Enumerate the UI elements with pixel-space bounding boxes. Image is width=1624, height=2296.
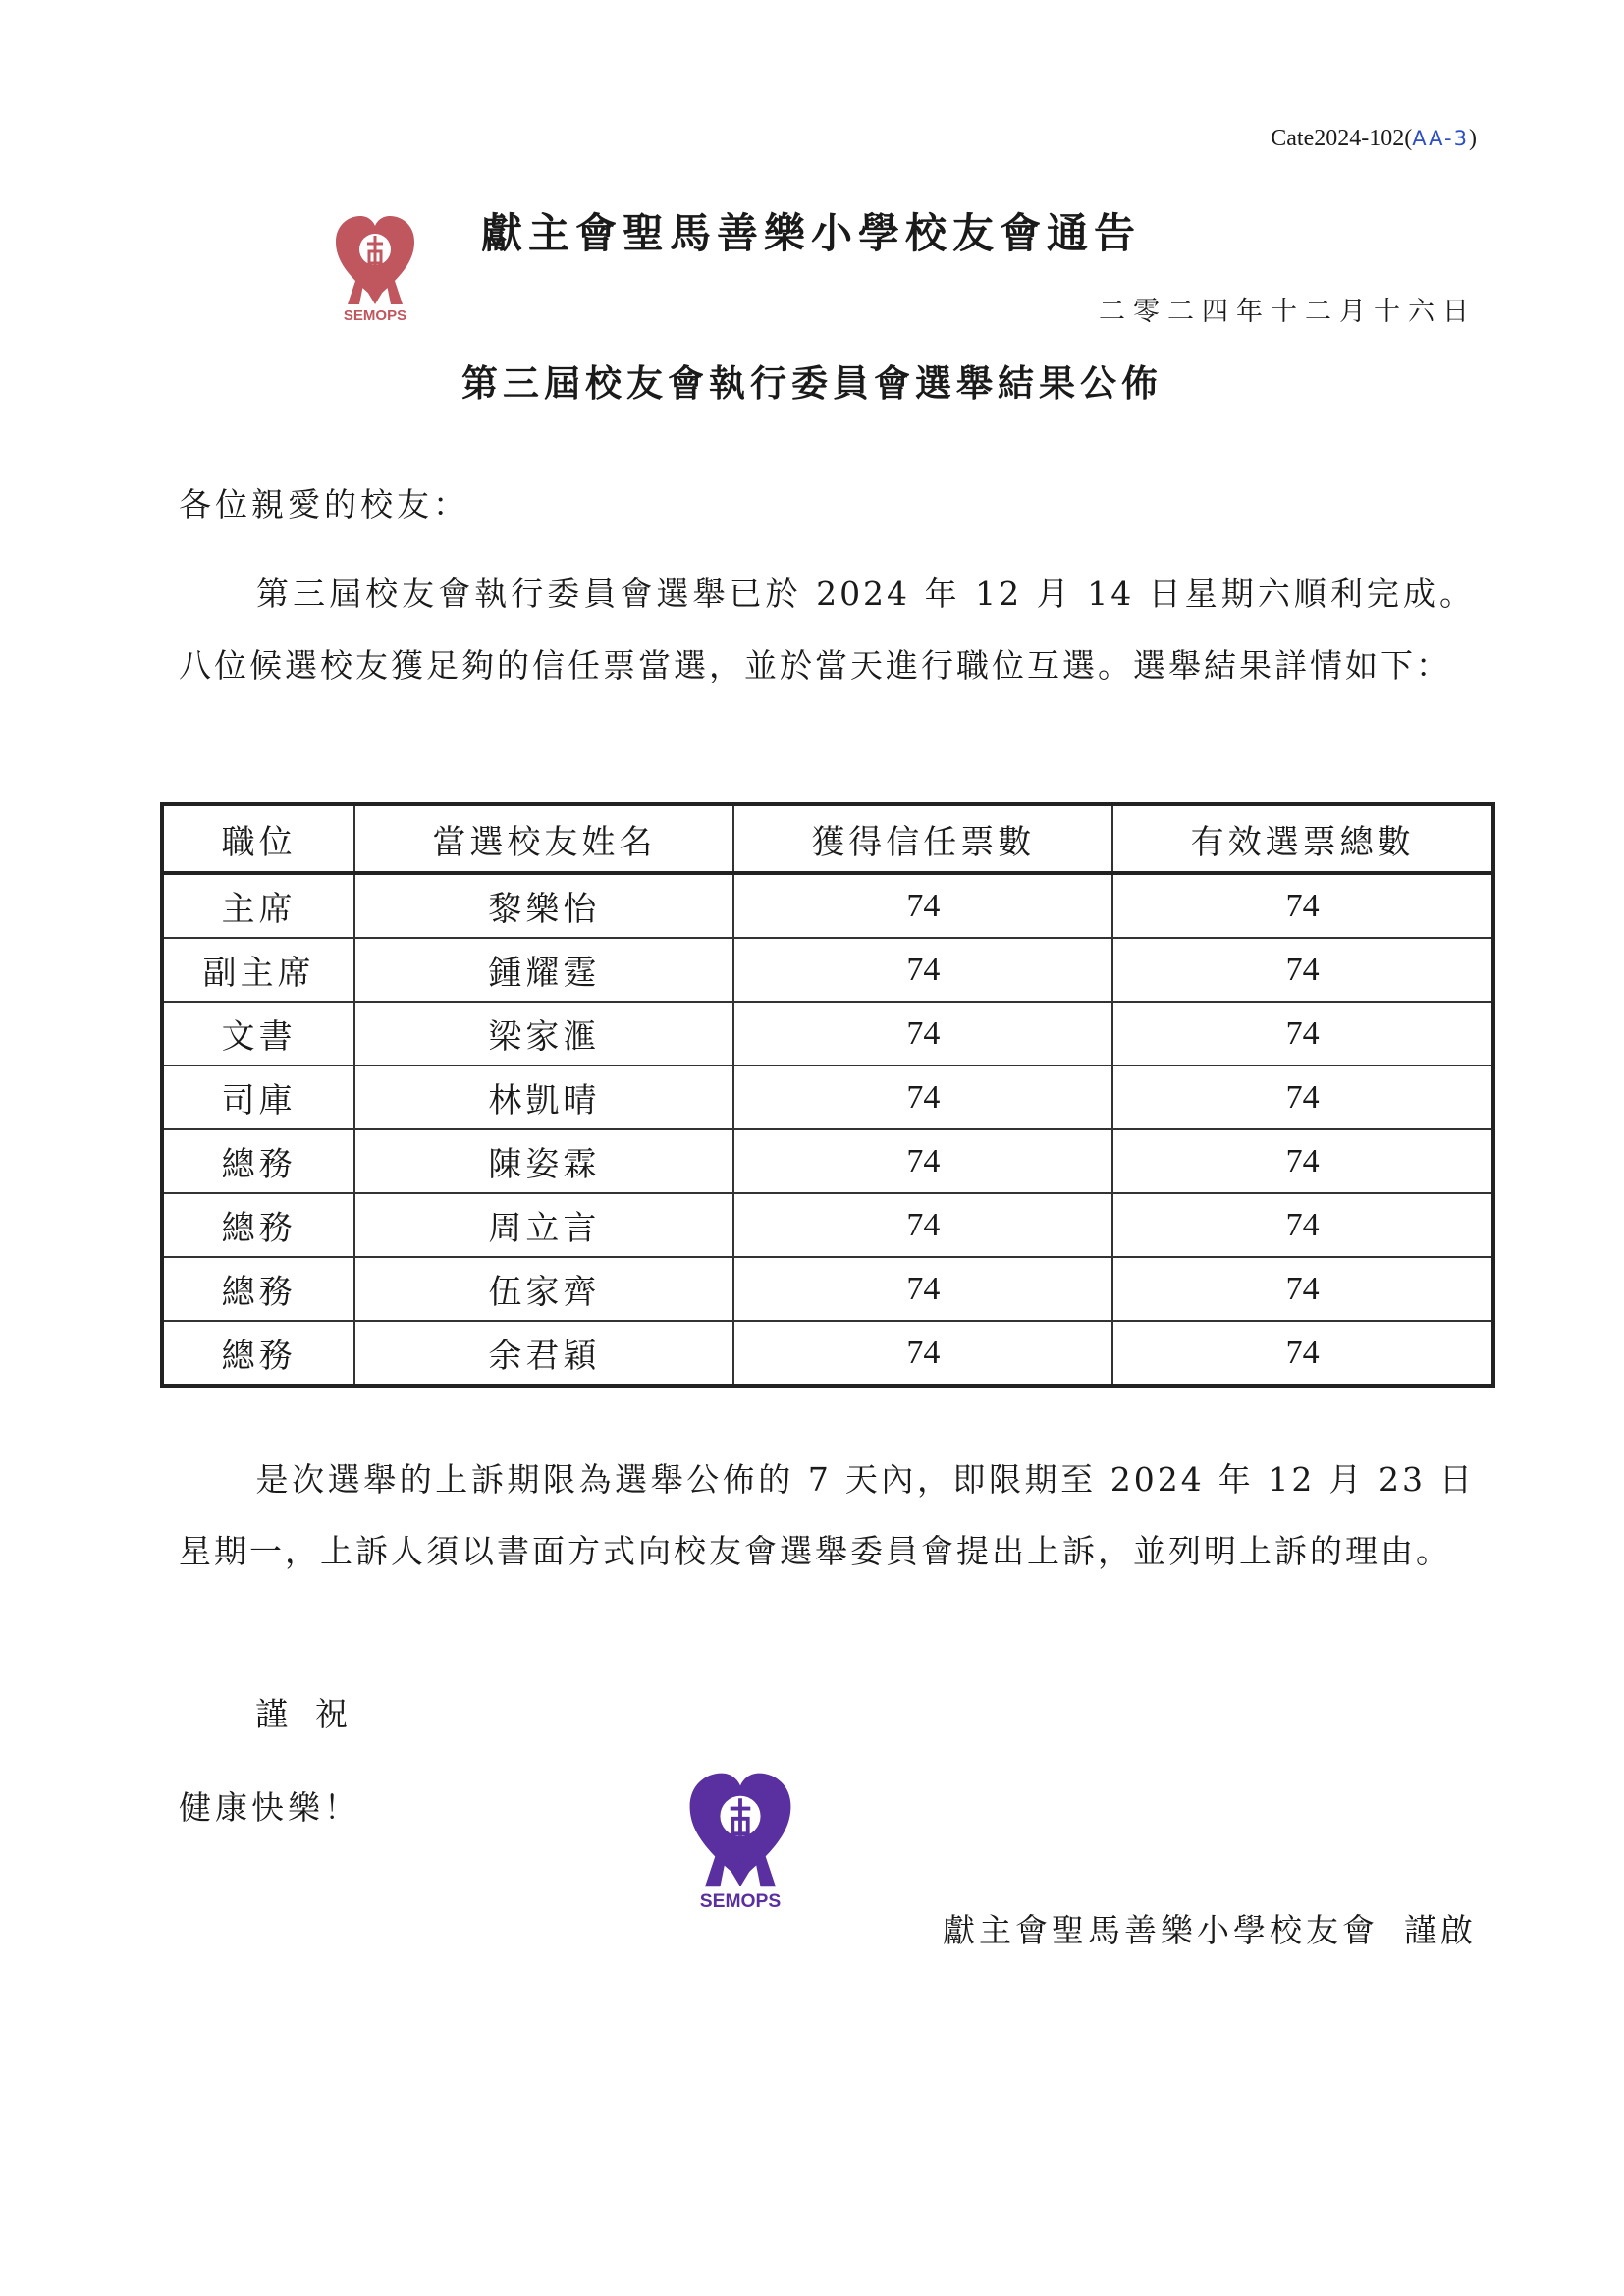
cell-total: 74 <box>1112 1129 1493 1193</box>
logo-text-top: SEMOPS <box>343 307 407 324</box>
reference-code-text: Cate2024-102( <box>1271 126 1413 151</box>
cell-total: 74 <box>1112 1257 1493 1321</box>
cell-position: 總務 <box>162 1129 354 1193</box>
school-logo-bottom <box>687 1768 793 1915</box>
table-row <box>162 1193 1493 1257</box>
cell-total: 74 <box>1112 938 1493 1002</box>
semops-logo-icon <box>687 1768 793 1915</box>
header-position: 職位 <box>162 804 354 873</box>
reference-code <box>1271 126 1477 152</box>
header-name: 當選校友姓名 <box>354 804 733 873</box>
signature <box>943 1905 1477 1951</box>
table-row <box>162 1257 1493 1321</box>
cell-votes: 74 <box>733 1193 1112 1257</box>
cell-total: 74 <box>1112 1066 1493 1129</box>
header-total-valid-votes: 有效選票總數 <box>1112 804 1493 873</box>
cell-position: 副主席 <box>162 938 354 1002</box>
cell-position: 文書 <box>162 1002 354 1066</box>
cell-position: 司庫 <box>162 1066 354 1129</box>
cell-votes: 74 <box>733 873 1112 938</box>
closing-regards: 謹祝 <box>255 1695 375 1733</box>
table-header-row <box>162 804 1493 873</box>
table-row <box>162 1066 1493 1129</box>
cell-name: 周立言 <box>354 1193 733 1257</box>
paragraph-election-completed <box>179 558 1475 701</box>
cell-total: 74 <box>1112 1193 1493 1257</box>
cell-votes: 74 <box>733 938 1112 1002</box>
salutation: 各位親愛的校友： <box>179 485 469 523</box>
cell-position: 總務 <box>162 1257 354 1321</box>
handwritten-annotation: AA-3 <box>1412 127 1469 150</box>
paragraph-appeal-period <box>179 1444 1475 1587</box>
table-row <box>162 1129 1493 1193</box>
cell-votes: 74 <box>733 1257 1112 1321</box>
cell-position: 總務 <box>162 1193 354 1257</box>
header-confidence-votes: 獲得信任票數 <box>733 804 1112 873</box>
election-results-table <box>160 802 1495 1388</box>
notice-date: 二零二四年十二月十六日 <box>1099 297 1477 327</box>
school-logo-top <box>334 214 416 324</box>
logo-text-bottom: SEMOPS <box>699 1890 782 1912</box>
table-row <box>162 873 1493 938</box>
semops-logo-icon <box>334 214 416 324</box>
cell-name: 伍家齊 <box>354 1257 733 1321</box>
signature-organization: 獻主會聖馬善樂小學校友會 <box>943 1911 1379 1949</box>
signature-suffix: 謹啟 <box>1404 1911 1477 1949</box>
cell-votes: 74 <box>733 1002 1112 1066</box>
cell-position: 主席 <box>162 873 354 938</box>
table-row <box>162 1321 1493 1386</box>
notice-subtitle: 第三屆校友會執行委員會選舉結果公佈 <box>461 361 1163 405</box>
cell-position: 總務 <box>162 1321 354 1386</box>
paragraph1-text: 第三屆校友會執行委員會選舉已於 2024 年 12 月 14 日星期六順利完成。八位候選校友獲足夠的信任票當選，並於當天進行職位互選。選舉結果詳情如下： <box>179 574 1475 684</box>
paragraph2-text: 是次選舉的上訴期限為選舉公佈的 7 天內，即限期至 2024 年 12 月 23 日星期一，上訴人須以書面方式向校友會選舉委員會提出上訴，並列明上訴的理由。 <box>179 1460 1475 1570</box>
cell-total: 74 <box>1112 1321 1493 1386</box>
cell-name: 陳姿霖 <box>354 1129 733 1193</box>
cell-name: 黎樂怡 <box>354 873 733 938</box>
cell-name: 梁家滙 <box>354 1002 733 1066</box>
closing-wishes: 健康快樂！ <box>179 1788 360 1827</box>
cell-name: 林凱晴 <box>354 1066 733 1129</box>
cell-name: 余君穎 <box>354 1321 733 1386</box>
reference-code-close: ) <box>1469 126 1477 151</box>
notice-title: 獻主會聖馬善樂小學校友會通告 <box>481 209 1142 257</box>
table-row <box>162 938 1493 1002</box>
cell-votes: 74 <box>733 1321 1112 1386</box>
cell-total: 74 <box>1112 873 1493 938</box>
cell-total: 74 <box>1112 1002 1493 1066</box>
cell-votes: 74 <box>733 1129 1112 1193</box>
cell-name: 鍾耀霆 <box>354 938 733 1002</box>
table-row <box>162 1002 1493 1066</box>
cell-votes: 74 <box>733 1066 1112 1129</box>
